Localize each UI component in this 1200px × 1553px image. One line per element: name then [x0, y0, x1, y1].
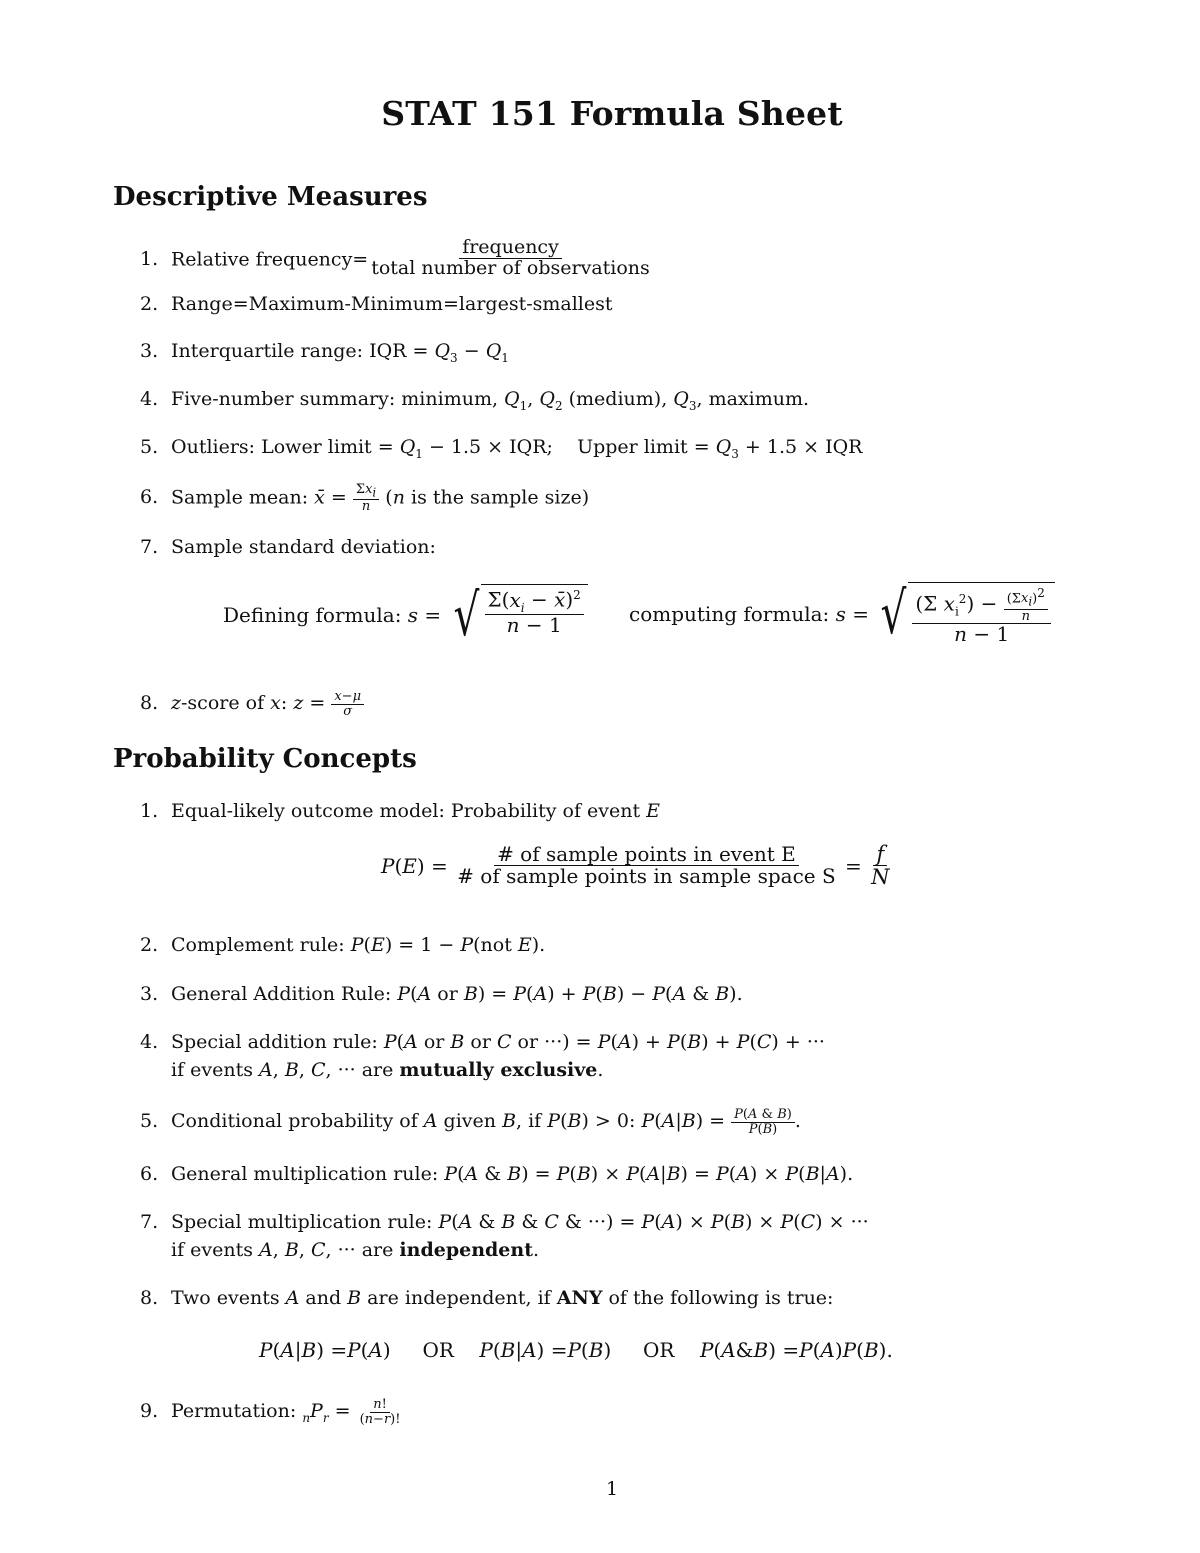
item-general-addition: 3. General Addition Rule: P(A or B) = P(A) + P(B) − P(A & B).	[140, 983, 743, 1005]
item-five-number-summary: 4. Five-number summary: minimum, $Q_1$, $Q_2$ (medium), $Q_3$, maximum.	[140, 388, 810, 413]
item-conditional-probability: 5. Conditional probability of A given B, if P(B) > 0: P(A|B) = $\frac{P(A \& B)}{P(B)}$ .	[140, 1107, 801, 1137]
event-numerator: # of sample points in event E	[494, 844, 799, 866]
relfreq-numerator: frequency	[459, 238, 562, 259]
independence-conditions: P ( A | B ) = P ( A ) OR P ( B | A ) = P ( B ) OR P ( A & B ) = P ( A ) P ( B ).	[259, 1338, 893, 1362]
page-title: STAT 151 Formula Sheet	[381, 94, 843, 133]
computing-formula: computing formula: s = √ (Σ $x_i^2$) − $\frac{(\Sigma x_i)^2}{n}$ n − 1	[629, 582, 1055, 645]
item-sample-mean: 6. Sample mean: x̄ = $\frac{\Sigma x_i}{n}$ (n is the sample size)	[140, 482, 590, 515]
item-general-multiplication: 6. General multiplication rule: P(A & B) = P(B) × P(A|B) = P(A) × P(B|A).	[140, 1163, 854, 1185]
item-special-multiplication: 7. Special multiplication rule: P(A & B & C & ···) = P(A) × P(B) × P(C) × ···	[140, 1211, 869, 1233]
item-special-multiplication-condition: if events A, B, C, ··· are independent.	[171, 1239, 540, 1261]
item-independence: 8. Two events A and B are independent, if ANY of the following is true:	[140, 1287, 834, 1309]
item-iqr: 3. Interquartile range: IQR = $Q_3 - Q_1$	[140, 340, 509, 365]
relfreq-denominator: total number of observations	[371, 256, 650, 279]
item-permutation: 9. Permutation: $_nP_r$ = $\frac{n!}{(n-r)!}$	[140, 1397, 401, 1427]
item-sample-sd: 7. Sample standard deviation:	[140, 536, 436, 558]
item-complement-rule: 2. Complement rule: P(E) = 1 − P(not E).	[140, 934, 546, 956]
defining-formula: Defining formula: s = √ $\frac{\Sigma(x_i - x̄)^2}{n - 1}$	[223, 584, 588, 646]
item-special-addition: 4. Special addition rule: P(A or B or C or ···) = P(A) + P(B) + P(C) + ···	[140, 1031, 825, 1053]
item-equal-likely: 1. Equal-likely outcome model: Probability of event E	[140, 800, 661, 822]
item-special-addition-condition: if events A, B, C, ··· are mutually exclusive.	[171, 1059, 604, 1081]
page-number: 1	[605, 1478, 619, 1500]
item-range: 2. Range=Maximum-Minimum=largest-smallest	[140, 293, 613, 315]
item-outliers: 5. Outliers: Lower limit = $Q_1 - 1.5$ × IQR; Upper limit = $Q_3 + 1.5$ × IQR	[140, 436, 863, 461]
section-heading-probability: Probability Concepts	[113, 744, 417, 774]
section-heading-descriptive: Descriptive Measures	[113, 182, 428, 212]
equal-likely-formula: P ( E ) = $\frac{\text{\# of sample points in event E}}{\text{\# of sample points in sample space S}}$ = $\frac{f}{N}$	[381, 842, 890, 890]
event-denominator: # of sample points in sample space S	[457, 864, 836, 889]
item-z-score: 8. z-score of x: z = $\frac{x-\mu}{\sigma}$	[140, 690, 364, 718]
item-relative-frequency: 1. Relative frequency= $\frac{\text{frequency}}{\text{total number of observations}}$	[140, 242, 653, 279]
